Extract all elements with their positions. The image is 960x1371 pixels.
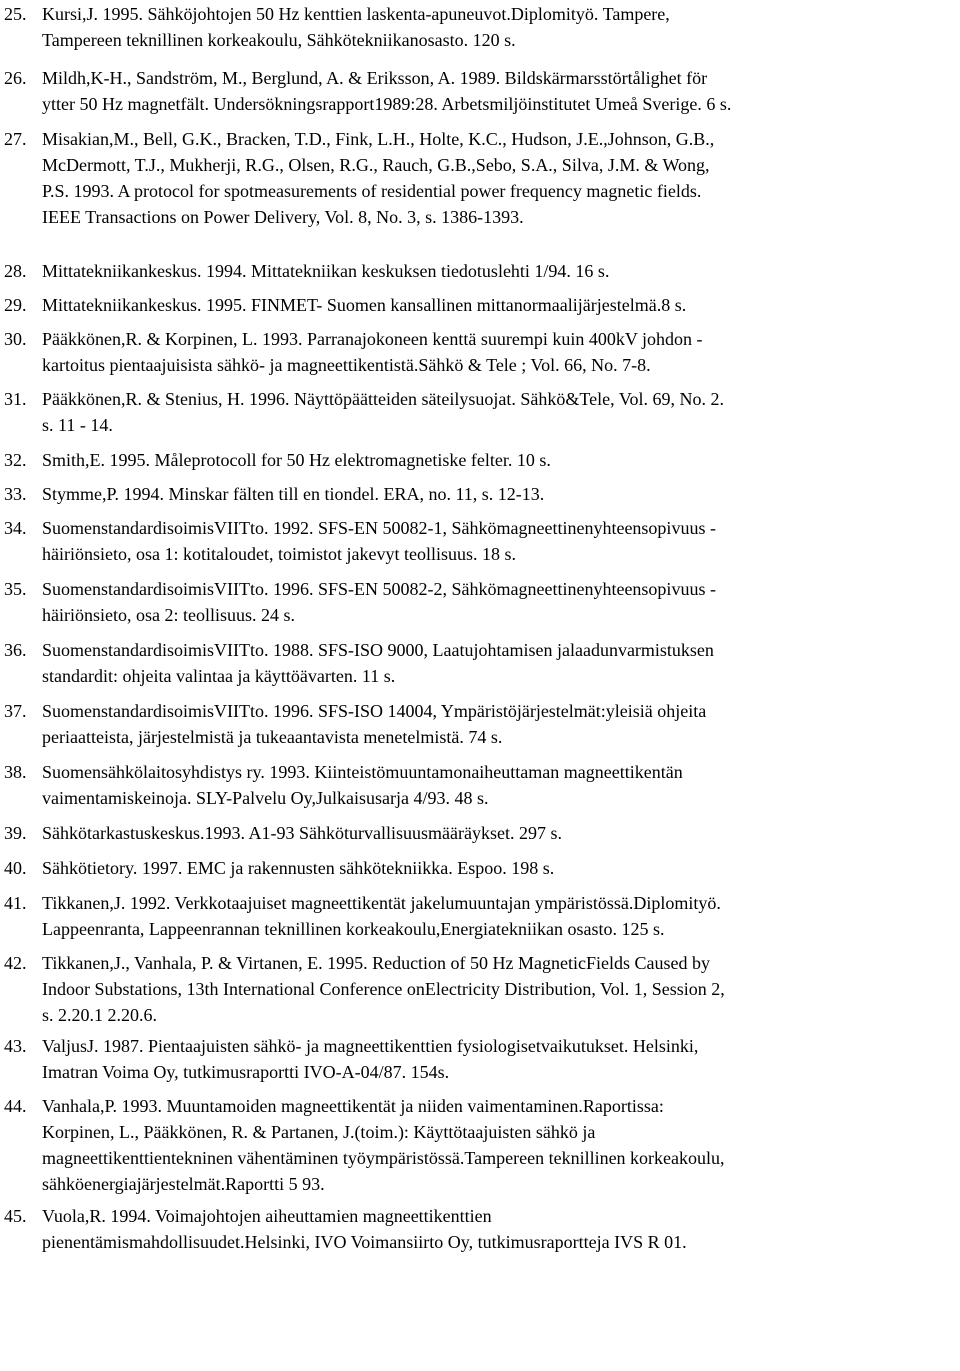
- reference-number: 31.: [4, 389, 27, 409]
- reference-number: 26.: [4, 68, 27, 88]
- reference-text-line: Indoor Substations, 13th International Conference onElectricity Distribution, Vol. 1, Session 2,: [42, 979, 725, 999]
- reference-number: 37.: [4, 701, 27, 721]
- reference-number: 27.: [4, 129, 27, 149]
- reference-number: 32.: [4, 450, 27, 470]
- reference-text-line: Mittatekniikankeskus. 1995. FINMET- Suomen kansallinen mittanormaalijärjestelmä.8 s.: [42, 295, 687, 315]
- reference-text-line: Korpinen, L., Pääkkönen, R. & Partanen, J.(toim.): Käyttötaajuisten sähkö ja: [42, 1122, 596, 1142]
- reference-text-line: Sähkötarkastuskeskus.1993. A1-93 Sähköturvallisuusmääräykset. 297 s.: [42, 823, 562, 843]
- reference-text-line: Misakian,M., Bell, G.K., Bracken, T.D., Fink, L.H., Holte, K.C., Hudson, J.E.,Johnson, G.B.,: [42, 129, 715, 149]
- reference-text-line: Lappeenranta, Lappeenrannan teknillinen korkeakoulu,Energiatekniikan osasto. 125 s.: [42, 919, 665, 939]
- reference-text-line: sähköenergiajärjestelmät.Raportti 5 93.: [42, 1174, 325, 1194]
- reference-text-line: Sähkötietory. 1997. EMC ja rakennusten sähkötekniikka. Espoo. 198 s.: [42, 858, 555, 878]
- reference-number: 39.: [4, 823, 27, 843]
- reference-text-line: IEEE Transactions on Power Delivery, Vol. 8, No. 3, s. 1386-1393.: [42, 207, 524, 227]
- reference-text-line: Vuola,R. 1994. Voimajohtojen aiheuttamien magneettikenttien: [42, 1206, 492, 1226]
- reference-text-line: McDermott, T.J., Mukherji, R.G., Olsen, R.G., Rauch, G.B.,Sebo, S.A., Silva, J.M. & Wong,: [42, 155, 710, 175]
- reference-number: 44.: [4, 1096, 27, 1116]
- reference-text-line: Mildh,K-H., Sandström, M., Berglund, A. & Eriksson, A. 1989. Bildskärmarsstörtålighet för: [42, 68, 708, 88]
- reference-text-line: Vanhala,P. 1993. Muuntamoiden magneettikentät ja niiden vaimentaminen.Raportissa:: [42, 1096, 664, 1116]
- reference-number: 40.: [4, 858, 27, 878]
- reference-text-line: Tikkanen,J., Vanhala, P. & Virtanen, E. 1995. Reduction of 50 Hz MagneticFields Caused by: [42, 953, 711, 973]
- reference-number: 36.: [4, 640, 27, 660]
- reference-number: 29.: [4, 295, 27, 315]
- reference-number: 43.: [4, 1036, 27, 1056]
- reference-text-line: Pääkkönen,R. & Stenius, H. 1996. Näyttöpäätteiden säteilysuojat. Sähkö&Tele, Vol. 69, No. 2.: [42, 389, 724, 409]
- reference-text-line: Suomensähkölaitosyhdistys ry. 1993. Kiinteistömuuntamonaiheuttaman magneettikentän: [42, 762, 683, 782]
- reference-text-line: ytter 50 Hz magnetfält. Undersökningsrapport1989:28. Arbetsmiljöinstitutet Umeå Sverige. 6 s.: [42, 94, 732, 114]
- reference-text-line: Tikkanen,J. 1992. Verkkotaajuiset magneettikentät jakelumuuntajan ympäristössä.Diplomityö.: [42, 893, 721, 913]
- reference-text-line: SuomenstandardisoimisVIITto. 1996. SFS-EN 50082-2, Sähkömagneettinenyhteensopivuus -: [42, 579, 716, 599]
- reference-text-line: s. 2.20.1 2.20.6.: [42, 1005, 158, 1025]
- reference-text-line: häiriönsieto, osa 1: kotitaloudet, toimistot jakevyt teollisuus. 18 s.: [42, 544, 516, 564]
- reference-text-line: kartoitus pientaajuisista sähkö- ja magneettikentistä.Sähkö & Tele ; Vol. 66, No. 7-8.: [42, 355, 651, 375]
- reference-text-line: Kursi,J. 1995. Sähköjohtojen 50 Hz kenttien laskenta-apuneuvot.Diplomityö. Tampere,: [42, 4, 670, 24]
- reference-text-line: vaimentamiskeinoja. SLY-Palvelu Oy,Julkaisusarja 4/93. 48 s.: [42, 788, 489, 808]
- reference-text-line: häiriönsieto, osa 2: teollisuus. 24 s.: [42, 605, 295, 625]
- reference-number: 30.: [4, 329, 27, 349]
- reference-number: 41.: [4, 893, 27, 913]
- reference-text-line: Smith,E. 1995. Måleprotocoll for 50 Hz elektromagnetiske felter. 10 s.: [42, 450, 551, 470]
- reference-text-line: standardit: ohjeita valintaa ja käyttöävarten. 11 s.: [42, 666, 396, 686]
- reference-number: 42.: [4, 953, 27, 973]
- reference-number: 28.: [4, 261, 27, 281]
- reference-text-line: s. 11 - 14.: [42, 415, 113, 435]
- reference-number: 38.: [4, 762, 27, 782]
- reference-text-line: periaatteista, järjestelmistä ja tukeaantavista menetelmistä. 74 s.: [42, 727, 503, 747]
- reference-text-line: Pääkkönen,R. & Korpinen, L. 1993. Parranajokoneen kenttä suurempi kuin 400kV johdon -: [42, 329, 703, 349]
- reference-text-line: pienentämismahdollisuudet.Helsinki, IVO Voimansiirto Oy, tutkimusraportteja IVS R 01.: [42, 1232, 687, 1252]
- reference-text-line: P.S. 1993. A protocol for spotmeasurements of residential power frequency magnetic fields.: [42, 181, 702, 201]
- reference-text-line: magneettikenttientekninen vähentäminen työympäristössä.Tampereen teknillinen korkeakoulu,: [42, 1148, 725, 1168]
- reference-text-line: Mittatekniikankeskus. 1994. Mittatekniikan keskuksen tiedotuslehti 1/94. 16 s.: [42, 261, 610, 281]
- reference-text-line: SuomenstandardisoimisVIITto. 1992. SFS-EN 50082-1, Sähkömagneettinenyhteensopivuus -: [42, 518, 716, 538]
- reference-number: 33.: [4, 484, 27, 504]
- reference-number: 34.: [4, 518, 27, 538]
- reference-text-line: SuomenstandardisoimisVIITto. 1988. SFS-ISO 9000, Laatujohtamisen jalaadunvarmistuksen: [42, 640, 714, 660]
- reference-text-line: ValjusJ. 1987. Pientaajuisten sähkö- ja magneettikenttien fysiologisetvaikutukset. Helsinki,: [42, 1036, 699, 1056]
- reference-text-line: Tampereen teknillinen korkeakoulu, Sähkötekniikanosasto. 120 s.: [42, 30, 516, 50]
- reference-number: 25.: [4, 4, 27, 24]
- reference-text-line: SuomenstandardisoimisVIITto. 1996. SFS-ISO 14004, Ympäristöjärjestelmät:yleisiä ohjeita: [42, 701, 707, 721]
- reference-number: 45.: [4, 1206, 27, 1226]
- reference-text-line: Stymme,P. 1994. Minskar fälten till en tiondel. ERA, no. 11, s. 12-13.: [42, 484, 545, 504]
- reference-text-line: Imatran Voima Oy, tutkimusraportti IVO-A-04/87. 154s.: [42, 1062, 450, 1082]
- reference-number: 35.: [4, 579, 27, 599]
